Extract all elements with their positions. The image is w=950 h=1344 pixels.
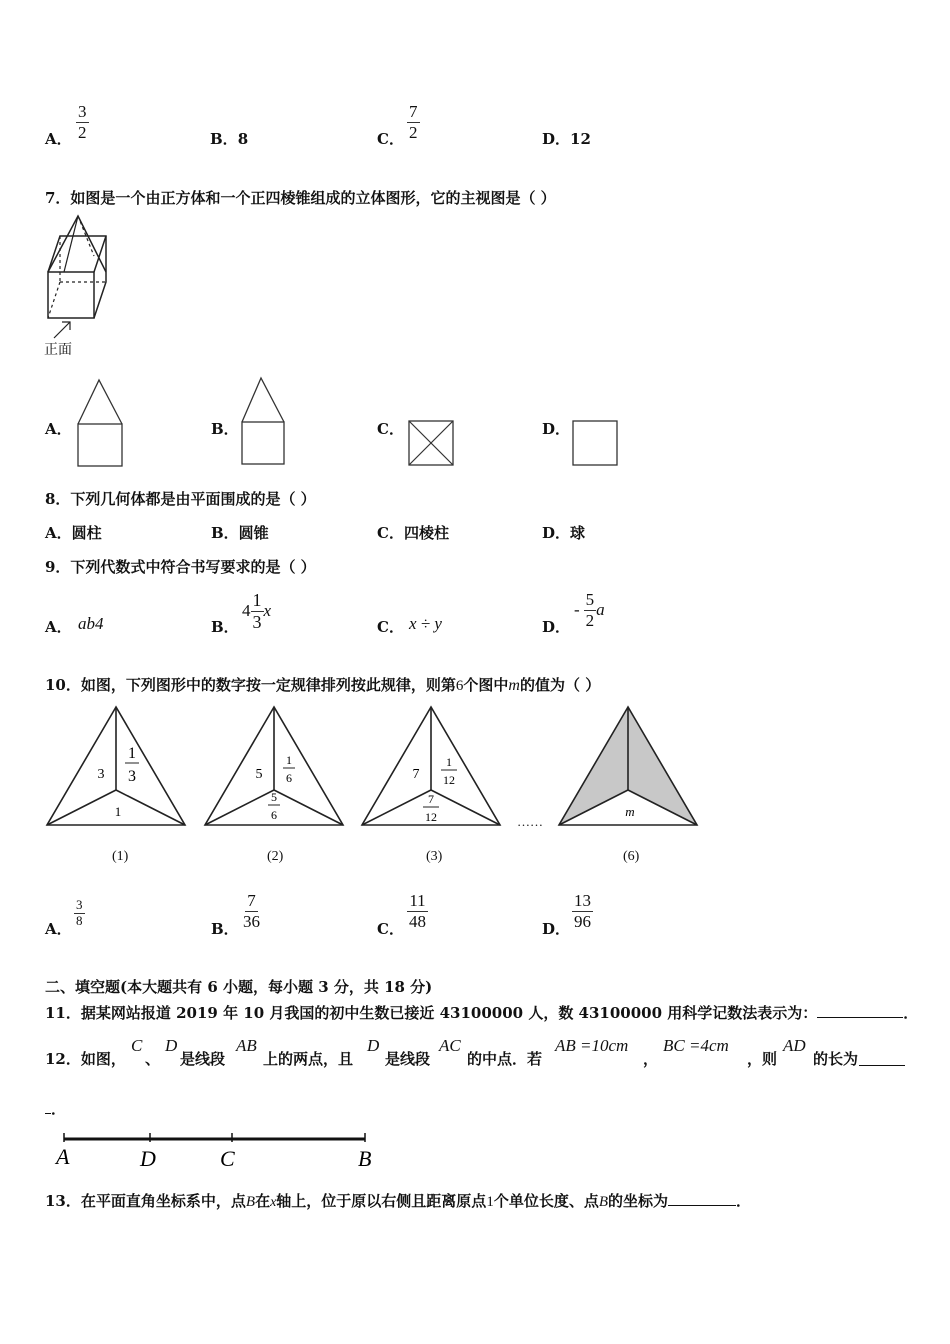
q12-point-d: D [140,1146,156,1171]
q10-option-b-label: B． [211,920,239,938]
q10-fig3-right-num: 1 [446,755,452,769]
q10-option-a-fraction: $\frac{3}{8}$ [76,897,83,928]
q10-fig3-bottom-den: 12 [425,810,437,824]
q9-option-d-expr: - $\frac{5}{2}$ a [574,590,605,630]
q10-fig2-left: 5 [255,767,263,782]
q7-stem: 7．如图是一个由正方体和一个正四棱锥组成的立体图形，它的主视图是（ ） [45,189,556,207]
q10-fig1-caption: (1) [112,849,129,864]
q7-option-b-figure [236,374,292,470]
q9-stem: 9．下列代数式中符合书写要求的是（ ） [45,558,316,576]
q7-front-label: 正面 [44,342,72,358]
q10-fig3-right-den: 12 [443,773,455,787]
q9-option-b-expr: 4 $\frac{1}{3}$ x [242,590,272,632]
section2-heading: 二、填空题(本大题共有 6 小题，每小题 3 分，共 18 分) [45,978,433,996]
q12-segment-figure [44,1130,384,1174]
q10-fig2-right-den: 6 [286,771,292,785]
q12-point-a: A [56,1144,70,1169]
q9-option-a-label: A． [45,618,72,636]
q10-fig6-bottom: m [625,804,635,819]
q10-option-c-fraction: $\frac{11}{48}$ [409,891,426,931]
q9-option-a-expr: ab4 [78,614,104,633]
q10-fig1-left: 3 [97,767,105,782]
q10-fig2-right-num: 1 [286,753,292,767]
q7-option-b-label: B． [211,420,239,438]
q7-option-d-label: D． [542,420,571,438]
q9-option-d-label: D． [542,618,571,636]
q9-option-b-label: B． [211,618,239,636]
q12-stem: 12．如图， C 、 D 是线段 AB 上的两点，且 D 是线段 AC 的中点．若 AB =10cm ， BC =4cm ，则 AD 的长为 [45,1036,915,1072]
q6-option-a-fraction: $\frac{3}{2}$ [78,102,87,142]
q7-option-a-figure [72,376,128,470]
q10-fig1-bottom: 1 [114,804,122,819]
q10-option-a-label: A． [45,920,72,938]
q10-fig2-bottom-num: 5 [271,790,277,804]
q10-figure-6 [556,704,701,830]
q9-option-c-label: C． [377,618,404,636]
q6-option-c-fraction: $\frac{7}{2}$ [409,102,418,142]
q10-fig3-caption: (3) [426,849,443,864]
q7-option-d-figure [570,418,622,468]
q9-option-c-expr: x ÷ y [409,614,442,633]
q6-option-c: C． [377,130,404,148]
q12-point-b: B [358,1146,372,1171]
q12-stem-end: ． [45,1097,66,1119]
q8-option-d: D．球 [542,524,586,542]
q10-fig2-bottom-den: 6 [271,808,277,822]
q10-ellipsis: …… [517,814,543,829]
q11-stem: 11．据某网站报道 2019 年 10 月我国的初中生数已接近 43100000 人，数 43100000 用科学记数法表示为： ． [45,1004,919,1022]
q10-fig3-left: 7 [412,767,420,782]
q6-option-b: B．8 [210,130,249,148]
q13-stem: 13．在平面直角坐标系中，点B在x轴上，位于原以右侧且距离原点1个单位长度、点B的坐标为 ． [45,1192,752,1210]
q10-stem: 10．如图，下列图形中的数字按一定规律排列按此规律，则第6个图中m的值为（ ） [45,676,601,694]
q10-fig2-caption: (2) [267,849,284,864]
q6-option-a: A． [45,130,72,148]
q7-option-c-label: C． [377,420,404,438]
q10-figure-1 [44,704,189,830]
q10-figure-3 [359,704,504,830]
q8-option-a: A．圆柱 [45,524,102,542]
q10-fig1-right-den: 3 [128,768,136,785]
q8-option-b: B．圆锥 [211,524,269,542]
q7-option-c-figure [406,418,458,468]
q6-option-d: D．12 [542,130,591,148]
q10-option-c-label: C． [377,920,404,938]
q10-option-d-fraction: $\frac{13}{96}$ [574,891,591,931]
q10-option-b-fraction: $\frac{7}{36}$ [243,891,260,931]
q10-figure-2 [202,704,347,830]
q10-fig1-right-num: 1 [128,745,136,762]
q7-option-a-label: A． [45,420,72,438]
q10-fig6-caption: (6) [623,849,640,864]
q10-option-d-label: D． [542,920,571,938]
q8-option-c: C．四棱柱 [377,524,449,542]
q12-point-c: C [220,1146,235,1171]
q8-stem: 8．下列几何体都是由平面围成的是（ ） [45,490,316,508]
q10-fig3-bottom-num: 7 [428,792,434,806]
